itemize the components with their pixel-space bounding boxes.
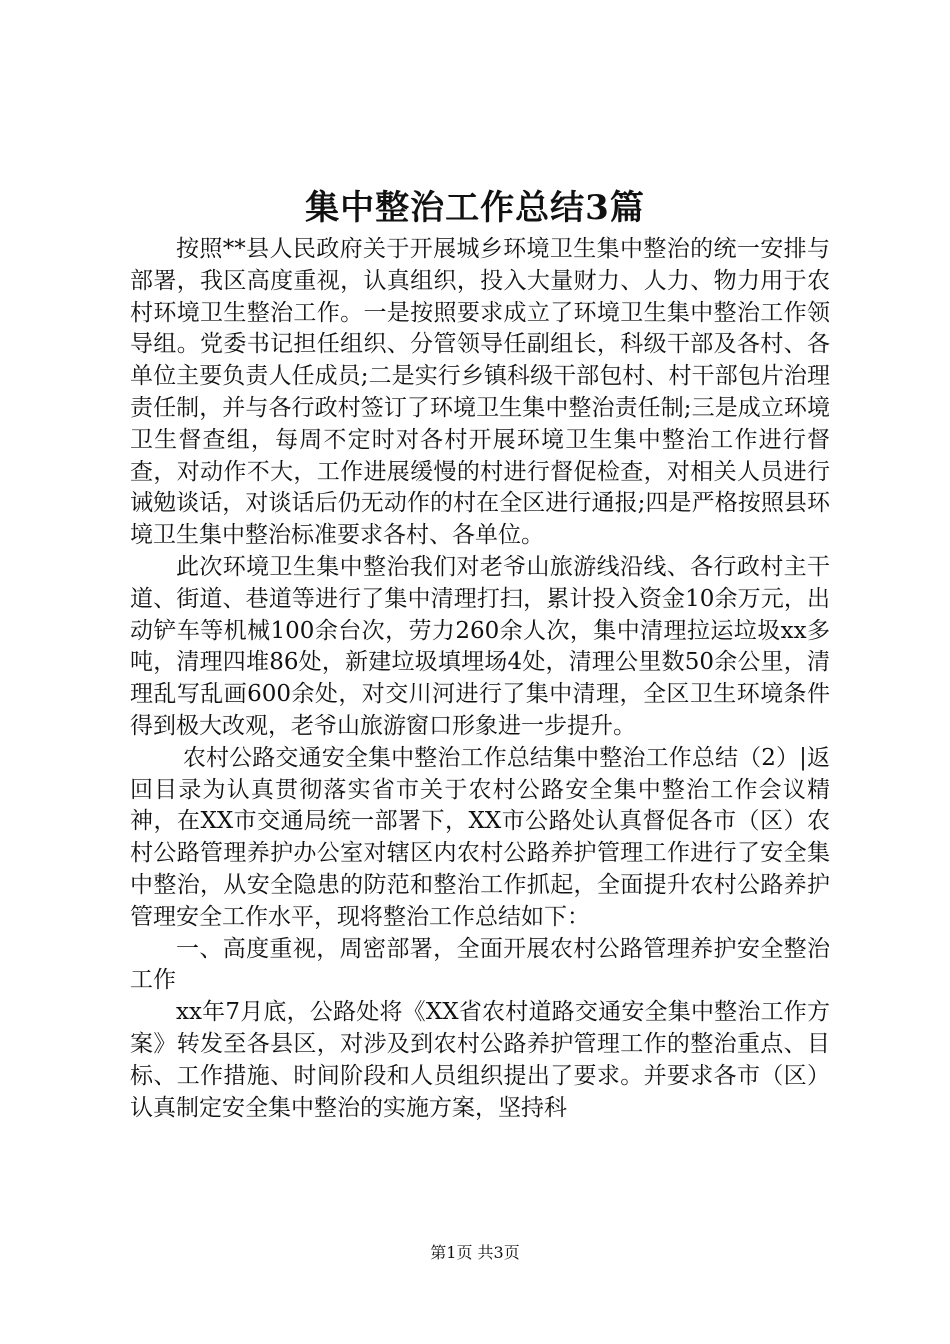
document-title: 集中整治工作总结3篇 (305, 188, 645, 228)
paragraph: 按照**县人民政府关于开展城乡环境卫生集中整治的统一安排与部署，我区高度重视，认真组织，投入大量财力、人力、物力用于农村环境卫生整治工作。一是按照要求成立了环境卫生集中整治工作领导组。党委书记担任组织、分管领导任副组长，科级干部及各村、各单位主要负责人任成员;二是实行乡镇科级干部包村、村干部包片治理责任制，并与各行政村签订了环境卫生集中整治责任制;三是成立环境卫生督查组，每周不定时对各村开展环境卫生集中整治工作进行督查，对动作不大，工作进展缓慢的村进行督促检查，对相关人员进行诫勉谈话，对谈话后仍无动作的村在全区进行通报;四是严格按照县环境卫生集中整治标准要求各村、各单位。 (130, 236, 830, 549)
paragraph: 农村公路交通安全集中整治工作总结集中整治工作总结（2）|返回目录为认真贯彻落实省市关于农村公路安全集中整治工作会议精神，在XX市交通局统一部署下，XX市公路处认真督促各市（区）农村公路管理养护办公室对辖区内农村公路养护管理工作进行了安全集中整治，从安全隐患的防范和整治工作抓起，全面提升农村公路养护管理安全工作水平，现将整治工作总结如下： (130, 744, 830, 930)
page-footer: 第1页 共3页 (430, 1243, 520, 1262)
paragraph: 一、高度重视，周密部署，全面开展农村公路管理养护安全整治工作 (130, 935, 830, 994)
paragraph: 此次环境卫生集中整治我们对老爷山旅游线沿线、各行政村主干道、街道、巷道等进行了集中清理打扫，累计投入资金10余万元，出动铲车等机械100余台次，劳力260余人次，集中清理拉运垃圾xx多吨，清理四堆86处，新建垃圾填埋场4处，清理公里数50余公里，清理乱写乱画600余处，对交川河进行了集中清理，全区卫生环境条件得到极大改观，老爷山旅游窗口形象进一步提升。 (130, 553, 830, 739)
paragraph: xx年7月底，公路处将《XX省农村道路交通安全集中整治工作方案》转发至各县区，对涉及到农村公路养护管理工作的整治重点、目标、工作措施、时间阶段和人员组织提出了要求。并要求各市（区）认真制定安全集中整治的实施方案，坚持科 (130, 999, 830, 1121)
document-body (130, 234, 830, 1124)
